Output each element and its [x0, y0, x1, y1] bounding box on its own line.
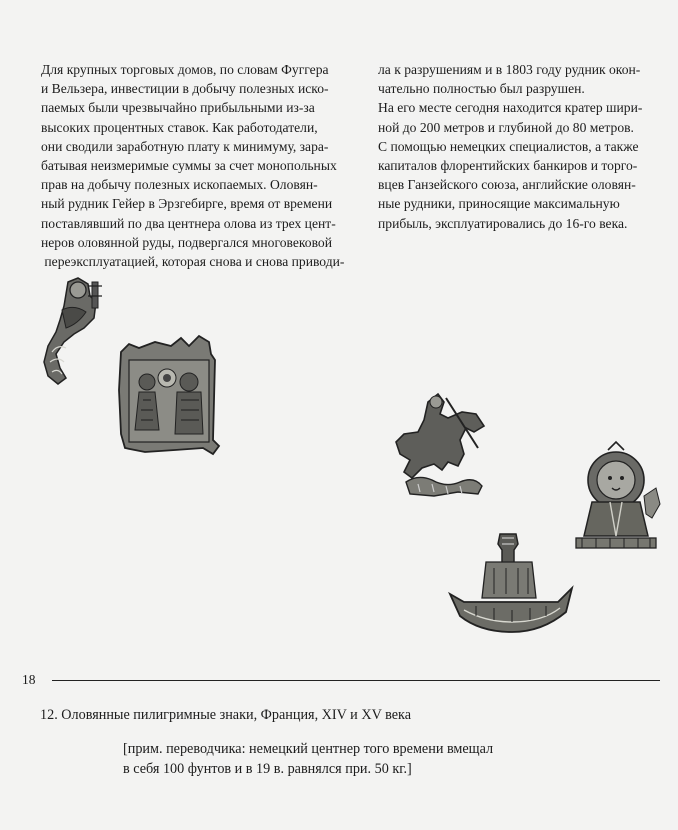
text-column-left: [41, 60, 344, 271]
text-line: ла к разрушениям и в 1803 году рудник окон-: [378, 62, 641, 77]
text-line: На его месте сегодня находится кратер шири-: [378, 100, 643, 116]
text-line: и Вельзера, инвестиции в добычу полезных иско-: [41, 81, 329, 97]
pilgrim-badge-st-george-icon: [388, 388, 490, 500]
translator-note: [123, 739, 493, 779]
text-line: переэксплуатацией, которая снова и снова приводи-: [41, 253, 345, 269]
text-column-right: [378, 60, 642, 233]
text-line: неров оловянной руды, подвергался многовековой: [41, 234, 332, 250]
text-line: ной до 200 метров и глубиной до 80 метров.: [378, 119, 634, 135]
footer-rule: [52, 680, 660, 681]
text-line: они сводили заработную плату к минимуму, зара-: [41, 138, 329, 154]
text-line: батывая неизмеримые суммы за счет монопольных: [41, 157, 337, 173]
text-line: ный рудник Гейер в Эрзгебирге, время от времени: [41, 196, 333, 212]
text-line: С помощью немецких специалистов, а также: [378, 138, 639, 154]
note-line: в себя 100 фунтов и в 19 в. равнялся при. 50 кг.]: [123, 761, 412, 777]
text-line: капиталов флорентийских банкиров и торго-: [378, 157, 638, 173]
text-line: паемых были чрезвычайно прибыльными из-за: [41, 100, 315, 116]
pilgrim-badge-ship-icon: [446, 532, 576, 648]
text-line: вцев Ганзейского союза, английские оловян-: [378, 177, 636, 193]
pilgrim-badge-plaque-figures-icon: [115, 330, 227, 462]
pilgrim-badge-saint-fish-icon: [38, 276, 116, 388]
text-line: ные рудники, приносящие максимальную: [378, 196, 620, 212]
text-line: прав на добычу полезных ископаемых. Оловян-: [41, 177, 318, 193]
text-line: прибыль, эксплуатировались до 16-го века.: [378, 215, 628, 231]
text-line: высоких процентных ставок. Как работодатели,: [41, 119, 318, 135]
page-number: 18: [22, 672, 36, 687]
text-line: Для крупных торговых домов, по словам Фуггера: [41, 62, 329, 77]
text-line: чательно полностью был разрушен.: [378, 81, 585, 97]
figure-caption: 12. Оловянные пилигримные знаки, Франция, XIV и XV века: [40, 707, 411, 723]
pilgrim-badge-bishop-bust-icon: [570, 440, 662, 556]
note-line: [прим. переводчика: немецкий центнер того времени вмещал: [123, 741, 494, 757]
text-line: поставлявший по два центнера олова из трех цент-: [41, 215, 336, 231]
